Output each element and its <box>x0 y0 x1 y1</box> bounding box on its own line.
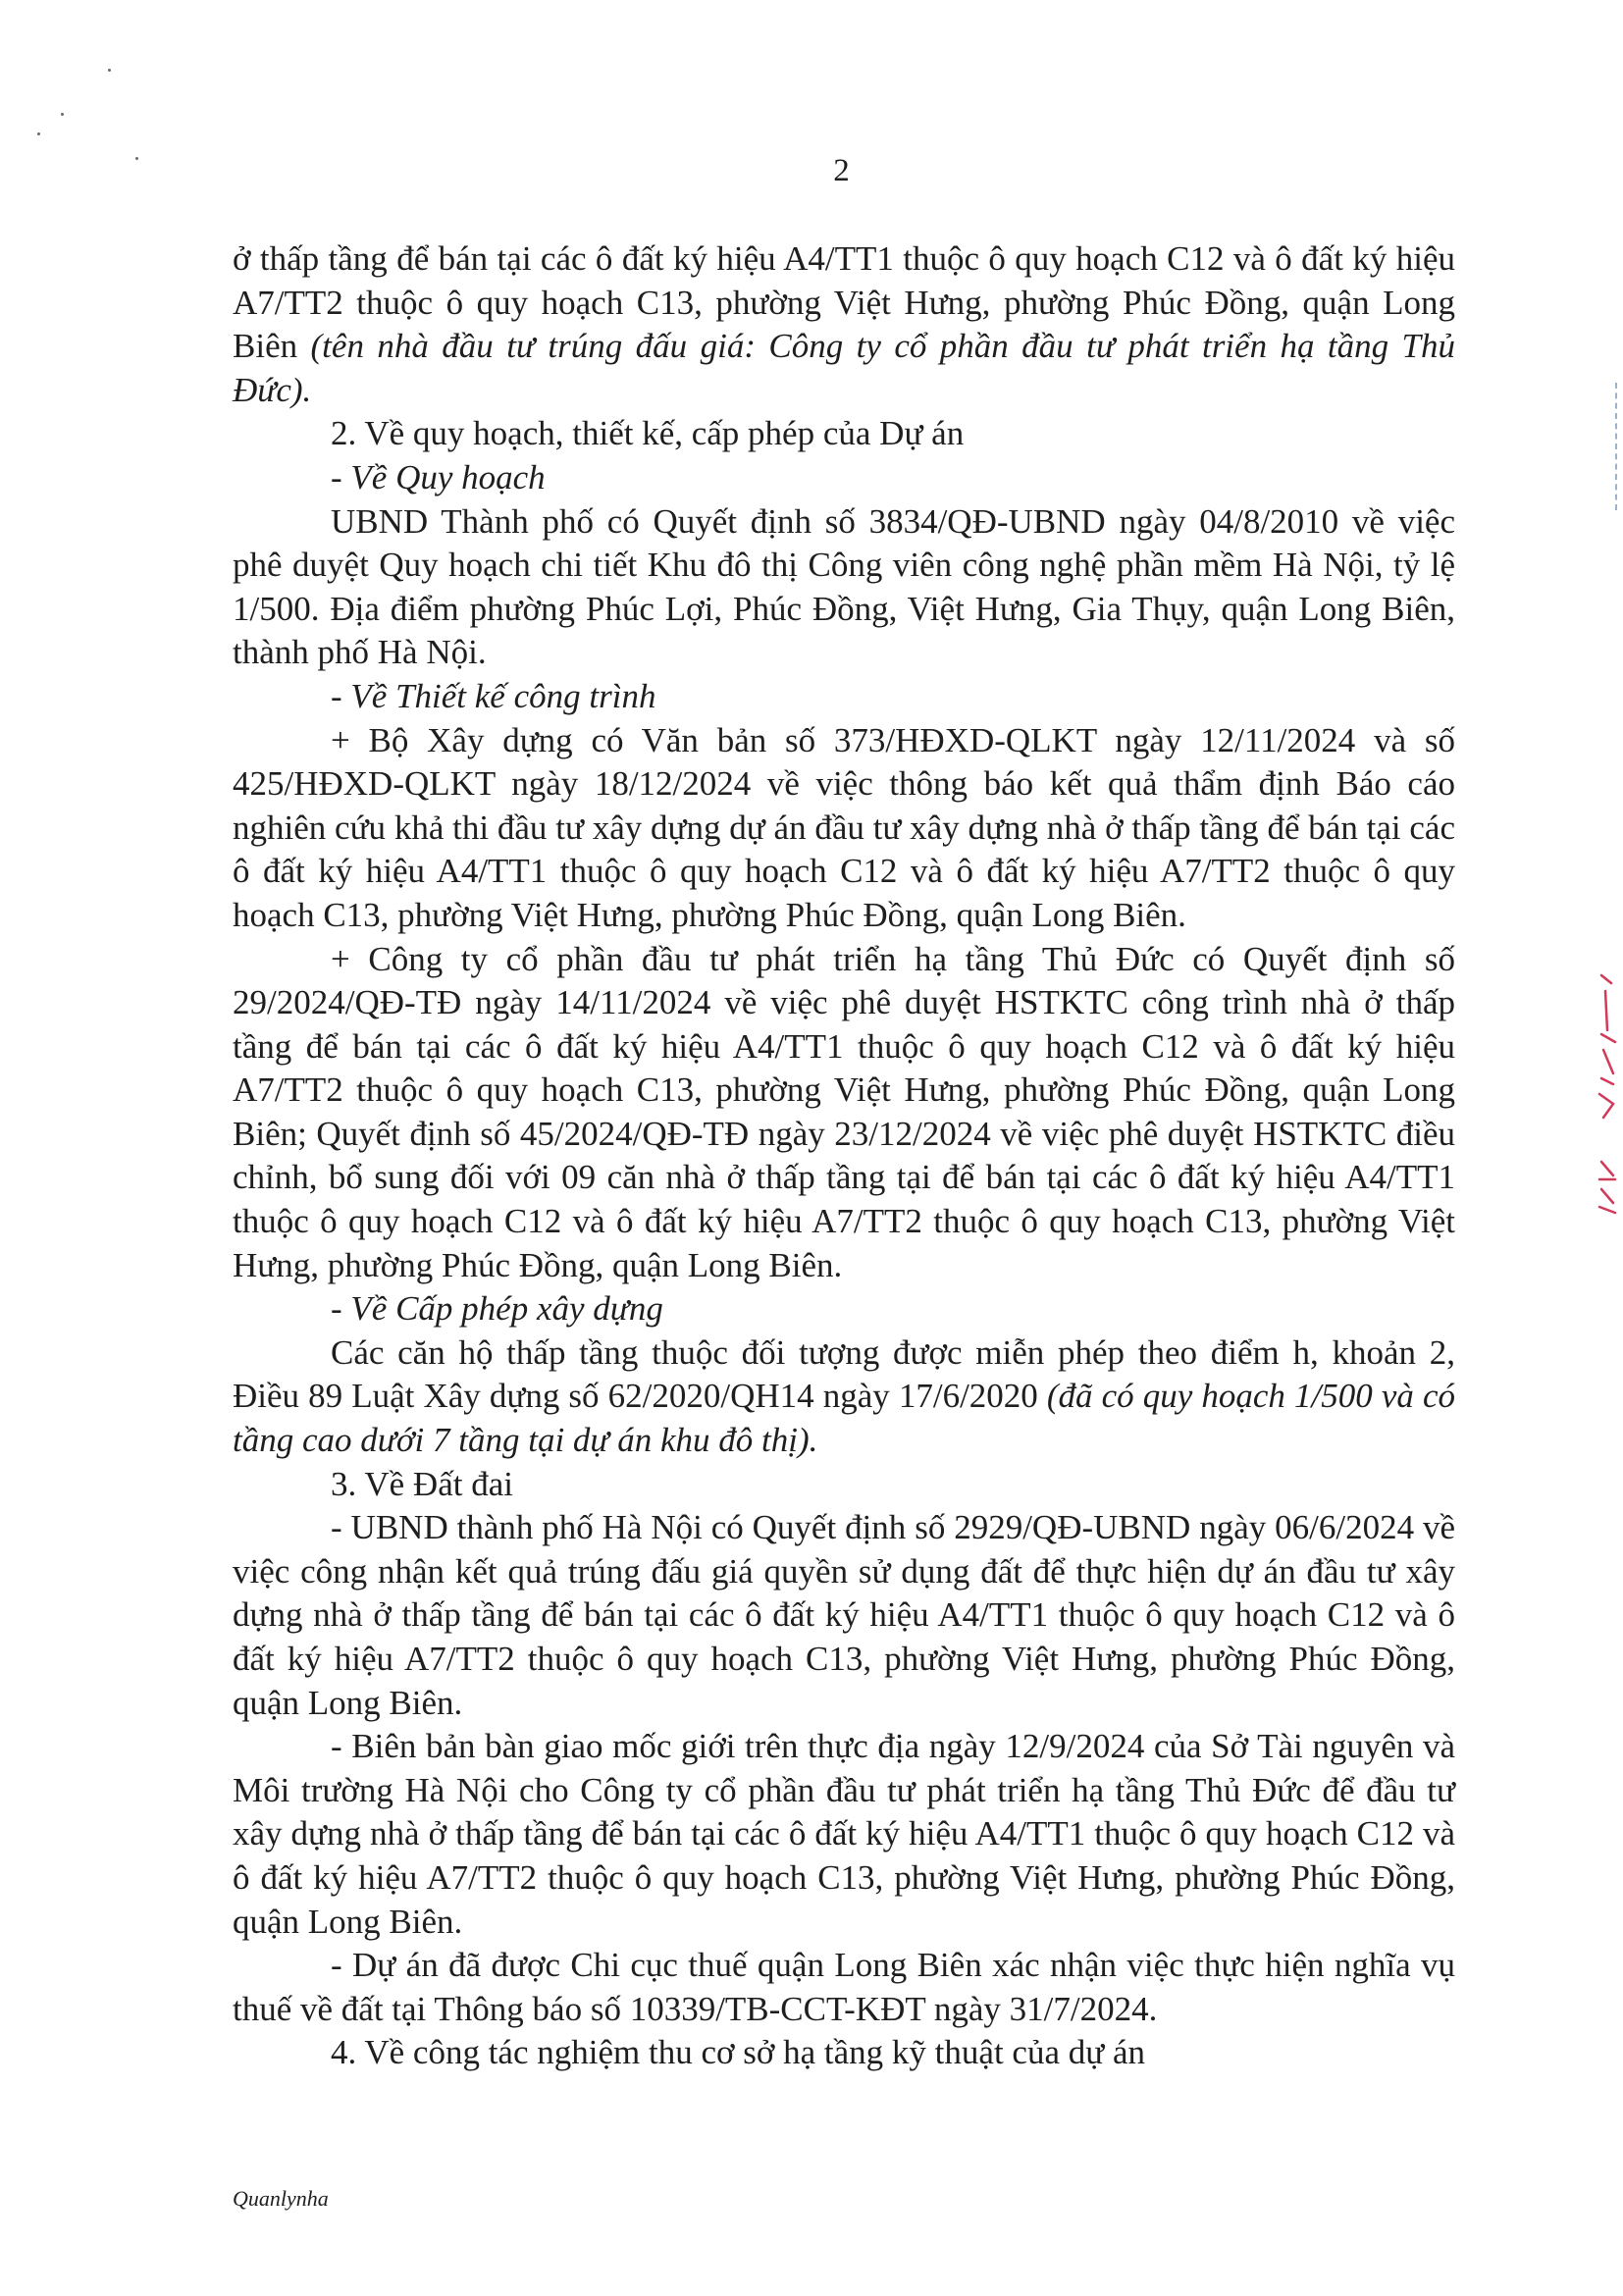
paragraph-ministry-document: + Bộ Xây dựng có Văn bản số 373/HĐXD-QLKT ngày 12/11/2024 và số 425/HĐXD-QLKT ngày 18/12/2024 về việc thông báo kết quả thẩm định Báo cáo nghiên cứu khả thi đầu tư xây dựng dự án đầu tư xây dựng nhà ở thấp tầng để bán tại các ô đất ký hiệu A4/TT1 thuộc ô quy hoạch C12 và ô đất ký hiệu A7/TT2 thuộc ô quy hoạch C13, phường Việt Hưng, phường Phúc Đồng, quận Long Biên. <box>233 720 1455 934</box>
paragraph-permit-exemption: Các căn hộ thấp tầng thuộc đối tượng được miễn phép theo điểm h, khoản 2, Điều 89 Luật Xây dựng số 62/2020/QH14 ngày 17/6/2020 (đã có quy hoạch 1/500 và có tầng cao dưới 7 tầng tại dự án khu đô thị). <box>233 1332 1455 1460</box>
subheading-construction-design: - Về Thiết kế công trình <box>331 676 656 715</box>
section-heading-land: 3. Về Đất đai <box>331 1464 513 1503</box>
paragraph-planning-decision: UBND Thành phố có Quyết định số 3834/QĐ-UBND ngày 04/8/2010 về việc phê duyệt Quy hoạch chi tiết Khu đô thị Công viên công nghệ phần mềm Hà Nội, tỷ lệ 1/500. Địa điểm phường Phúc Lợi, Phúc Đồng, Việt Hưng, Gia Thụy, quận Long Biên, thành phố Hà Nội. <box>233 501 1455 672</box>
page-number: 2 <box>833 153 850 188</box>
scan-speck <box>135 157 138 160</box>
scan-speck <box>37 132 40 135</box>
paragraph-italic-note: (đã có quy hoạch 1/500 và có tầng cao dưới 7 tầng tại dự án khu đô thị). <box>233 1377 1455 1460</box>
paragraph-boundary-handover: - Biên bản bàn giao mốc giới trên thực địa ngày 12/9/2024 của Sở Tài nguyên và Môi trường Hà Nội cho Công ty cổ phần đầu tư phát triển hạ tầng Thủ Đức để đầu tư xây dựng nhà ở thấp tầng để bán tại các ô đất ký hiệu A4/TT1 thuộc ô quy hoạch C12 và ô đất ký hiệu A7/TT2 thuộc ô quy hoạch C13, phường Việt Hưng, phường Phúc Đồng, quận Long Biên. <box>233 1727 1455 1941</box>
paragraph-tax-confirmation: - Dự án đã được Chi cục thuế quận Long Biên xác nhận việc thực hiện nghĩa vụ thuế về đất tại Thông báo số 10339/TB-CCT-KĐT ngày 31/7/2024. <box>233 1946 1455 2028</box>
paragraph-text: ở thấp tầng để bán tại các ô đất ký hiệu A4/TT1 thuộc ô quy hoạch C12 và ô đất ký hiệu A7/TT2 thuộc ô quy hoạch C13, phường Việt Hưng, phường Phúc Đồng, quận Long Biên <box>233 239 1455 366</box>
margin-annotation-mark <box>1597 971 1619 1079</box>
section-heading-acceptance: 4. Về công tác nghiệm thu cơ sở hạ tầng kỹ thuật của dự án <box>331 2033 1145 2072</box>
footer-note: Quanlynha <box>233 2186 329 2211</box>
section-heading-planning-design-permit: 2. Về quy hoạch, thiết kế, cấp phép của Dự án <box>331 414 965 453</box>
document-body <box>233 237 1455 2075</box>
paragraph-continuation <box>233 237 1455 412</box>
subheading-planning: - Về Quy hoạch <box>331 457 546 496</box>
margin-annotation-mark <box>1596 1158 1619 1217</box>
paragraph-company-decision: + Công ty cổ phần đầu tư phát triển hạ tầng Thủ Đức có Quyết định số 29/2024/QĐ-TĐ ngày 14/11/2024 về việc phê duyệt HSTKTC công trình nhà ở thấp tầng để bán tại các ô đất ký hiệu A4/TT1 thuộc ô quy hoạch C12 và ô đất ký hiệu A7/TT2 thuộc ô quy hoạch C13, phường Việt Hưng, phường Phúc Đồng, quận Long Biên; Quyết định số 45/2024/QĐ-TĐ ngày 23/12/2024 về việc phê duyệt HSTKTC điều chỉnh, bổ sung đối với 09 căn nhà ở thấp tầng tại để bán tại các ô đất ký hiệu A4/TT1 thuộc ô quy hoạch C12 và ô đất ký hiệu A7/TT2 thuộc ô quy hoạch C13, phường Việt Hưng, phường Phúc Đồng, quận Long Biên. <box>233 939 1455 1284</box>
margin-annotation-mark <box>1596 1074 1619 1123</box>
paragraph-italic-note: (tên nhà đầu tư trúng đấu giá: Công ty cổ phần đầu tư phát triển hạ tầng Thủ Đức). <box>233 327 1456 409</box>
scan-edge-mark <box>1615 383 1623 510</box>
subheading-building-permit: - Về Cấp phép xây dựng <box>331 1289 663 1329</box>
scan-speck <box>61 113 64 116</box>
scan-speck <box>108 69 111 72</box>
paragraph-land-decision: - UBND thành phố Hà Nội có Quyết định số 2929/QĐ-UBND ngày 06/6/2024 về việc công nhận kết quả trúng đấu giá quyền sử dụng đất để thực hiện dự án đầu tư xây dựng nhà ở thấp tầng để bán tại các ô đất ký hiệu A4/TT1 thuộc ô quy hoạch C12 và ô đất ký hiệu A7/TT2 thuộc ô quy hoạch C13, phường Việt Hưng, phường Phúc Đồng, quận Long Biên. <box>233 1508 1455 1722</box>
